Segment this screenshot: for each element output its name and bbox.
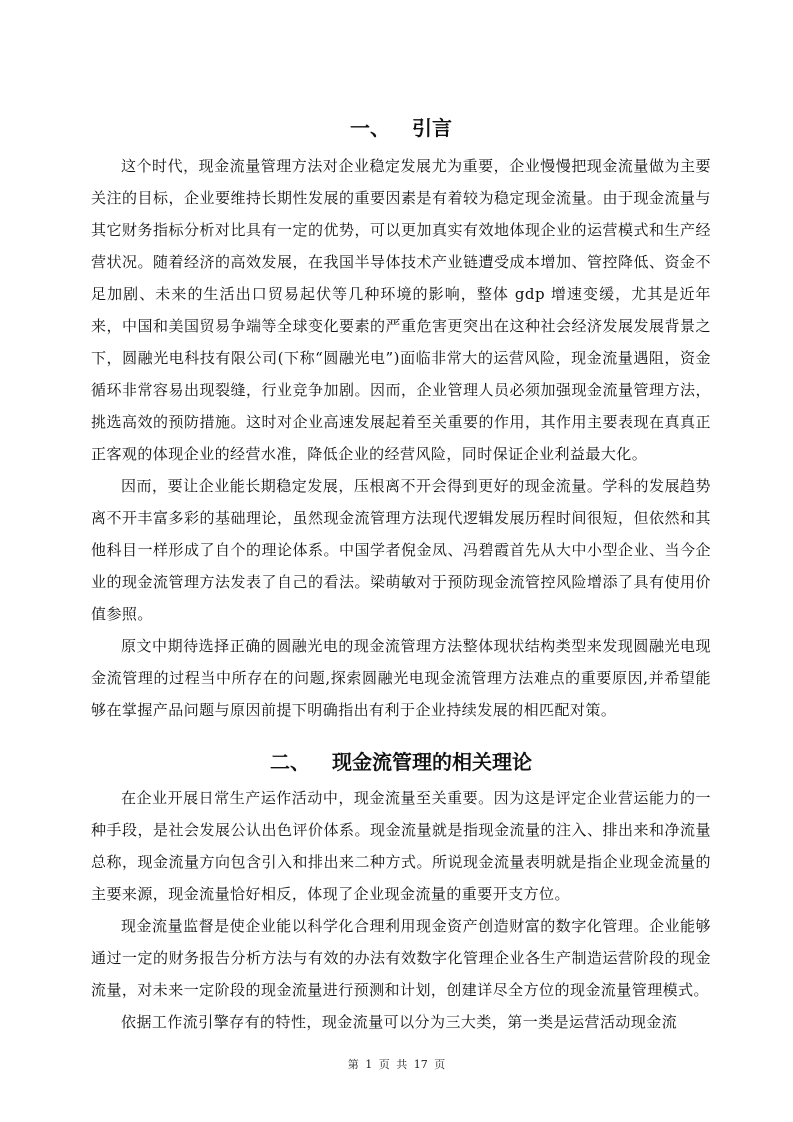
section-heading-theory bbox=[91, 746, 711, 778]
paragraph: 依据工作流引擎存有的特性，现金流量可以分为三大类，第一类是运营活动现金流 bbox=[121, 1013, 678, 1031]
paragraph: 现金流量监督是使企业能以科学化合理利用现金资产创造财富的数字化管理。企业能够通过一定的财务报告分析方法与有效的办法有效数字化管理企业各生产制造运营阶段的现金流量，对未来一定阶段的现金流量进行预测和计划，创建详尽全方位的现金流量管理模式。 bbox=[91, 917, 711, 999]
page-footer: 第 1 页 共 17 页 bbox=[347, 1058, 446, 1071]
section-title: 现金流管理的相关理论 bbox=[332, 750, 532, 774]
paragraph: 因而，要让企业能长期稳定发展，压根离不开会得到更好的现金流量。学科的发展趋势离不开丰富多彩的基础理论，虽然现金流管理方法现代逻辑发展历程时间很短，但依然和其他科目一样形成了自个的理论体系。中国学者倪金凤、冯碧霞首先从大中小型企业、当今企业的现金流管理方法发表了自己的看法。梁萌敏对于预防现金流管控风险增添了具有使用价值参照。 bbox=[91, 477, 711, 623]
paragraph: 这个时代，现金流量管理方法对企业稳定发展尤为重要，企业慢慢把现金流量做为主要关注的目标，企业要维持长期性发展的重要因素是有着较为稳定现金流量。由于现金流量与其它财务指标分析对比具有一定的优势，可以更加真实有效地体现企业的运营模式和生产经营状况。随着经济的高效发展，在我国半导体技术产业链遭受成本增加、管控降低、资金不足加剧、未来的生活出口贸易起伏等几种环境的影响，整体 gdp 增速变缓，尤其是近年来，中国和美国贸易争端等全球变化要素的严重危害更突出在这种社会经济发展发展背景之下，圆融光电科技有限公司(下称“圆融光电”)面临非常大的运营风险，现金流量遇阻，资金循环非常容易出现裂缝，行业竞争加剧。因而，企业管理人员必须加强现金流量管理方法，挑选高效的预防措施。这时对企业高速发展起着至关重要的作用，其作用主要表现在真真正正客观的体现企业的经营水准，降低企业的经营风险，同时保证企业利益最大化。 bbox=[91, 157, 711, 463]
section-title: 引言 bbox=[412, 116, 452, 140]
section-number: 二、 bbox=[270, 750, 310, 774]
section-number: 一、 bbox=[350, 116, 390, 140]
section-heading-intro bbox=[91, 112, 711, 144]
paragraph: 原文中期待选择正确的圆融光电的现金流管理方法整体现状结构类型来发现圆融光电现金流管理的过程当中所存在的问题,探索圆融光电现金流管理方法难点的重要原因,并希望能够在掌握产品问题与原因前提下明确指出有利于企业持续发展的相匹配对策。 bbox=[91, 637, 711, 719]
page-content bbox=[91, 112, 711, 1038]
paragraph: 在企业开展日常生产运作活动中，现金流量至关重要。因为这是评定企业营运能力的一种手段，是社会发展公认出色评价体系。现金流量就是指现金流量的注入、排出来和净流量总称，现金流量方向包含引入和排出来二种方式。所说现金流量表明就是指企业现金流量的主要来源，现金流量恰好相反，体现了企业现金流量的重要开支方位。 bbox=[91, 789, 711, 903]
